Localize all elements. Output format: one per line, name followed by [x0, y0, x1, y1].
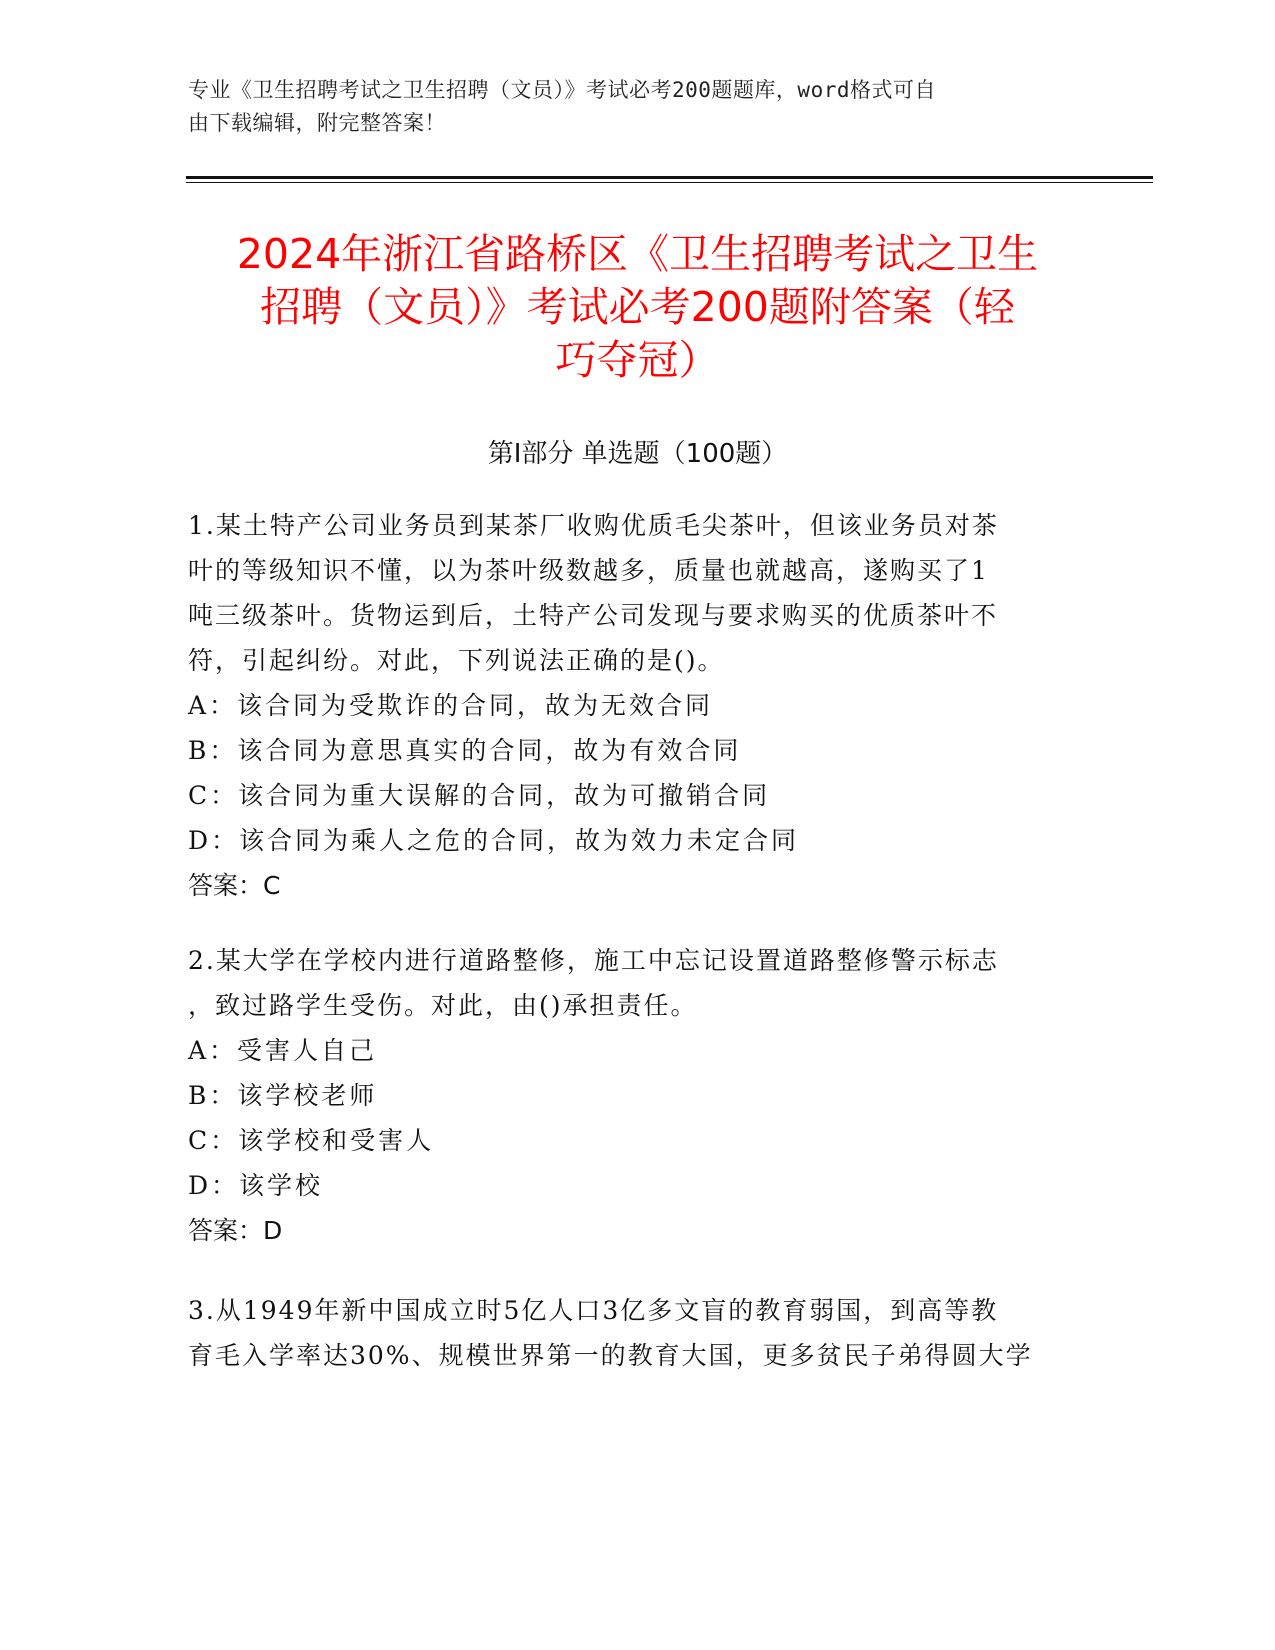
title-line-3: 巧夺冠）	[555, 336, 720, 384]
question-text-line: 2.某大学在学校内进行道路整修，施工中忘记设置道路整修警示标志	[188, 946, 999, 975]
question-2	[188, 938, 1088, 1253]
option-c: C：该学校和受害人	[188, 1126, 435, 1155]
question-text-line: 1.某土特产公司业务员到某茶厂收购优质毛尖茶叶，但该业务员对茶	[188, 511, 999, 540]
title-line-2: 招聘（文员）》考试必考200题附答案（轻	[260, 283, 1015, 331]
question-text-line: 吨三级茶叶。货物运到后，土特产公司发现与要求购买的优质茶叶不	[188, 601, 999, 630]
title-line-1: 2024年浙江省路桥区《卫生招聘考试之卫生	[236, 230, 1039, 278]
header-note-line-1: 专业《卫生招聘考试之卫生招聘（文员）》考试必考200题题库，word格式可自	[188, 78, 936, 102]
question-3	[188, 1288, 1088, 1378]
option-a: A：该合同为受欺诈的合同，故为无效合同	[188, 691, 714, 720]
header-note-line-2: 由下载编辑，附完整答案！	[188, 111, 446, 135]
option-b: B：该合同为意思真实的合同，故为有效合同	[188, 736, 742, 765]
option-c: C：该合同为重大误解的合同，故为可撤销合同	[188, 781, 771, 810]
question-text-line: 3.从1949年新中国成立时5亿人口3亿多文盲的教育弱国，到高等教	[188, 1296, 999, 1325]
answer: 答案：C	[188, 871, 281, 900]
question-text-line: 叶的等级知识不懂，以为茶叶级数越多，质量也就越高，遂购买了1	[188, 556, 989, 585]
option-d: D：该学校	[188, 1171, 324, 1200]
answer: 答案：D	[188, 1216, 283, 1245]
header-divider-thin	[186, 182, 1153, 183]
question-1	[188, 503, 1088, 908]
header-note	[188, 74, 1068, 140]
section-title: 第I部分 单选题（100题）	[487, 439, 788, 469]
question-text-line: 育毛入学率达30%、规模世界第一的教育大国，更多贫民子弟得圆大学	[188, 1341, 1033, 1370]
question-text-line: 符，引起纠纷。对此，下列说法正确的是()。	[188, 646, 725, 675]
question-text-line: ，致过路学生受伤。对此，由()承担责任。	[188, 991, 698, 1020]
header-divider-thick	[186, 176, 1153, 179]
option-d: D：该合同为乘人之危的合同，故为效力未定合同	[188, 826, 800, 855]
option-b: B：该学校老师	[188, 1081, 378, 1110]
document-title	[160, 228, 1115, 387]
option-a: A：受害人自己	[188, 1036, 378, 1065]
